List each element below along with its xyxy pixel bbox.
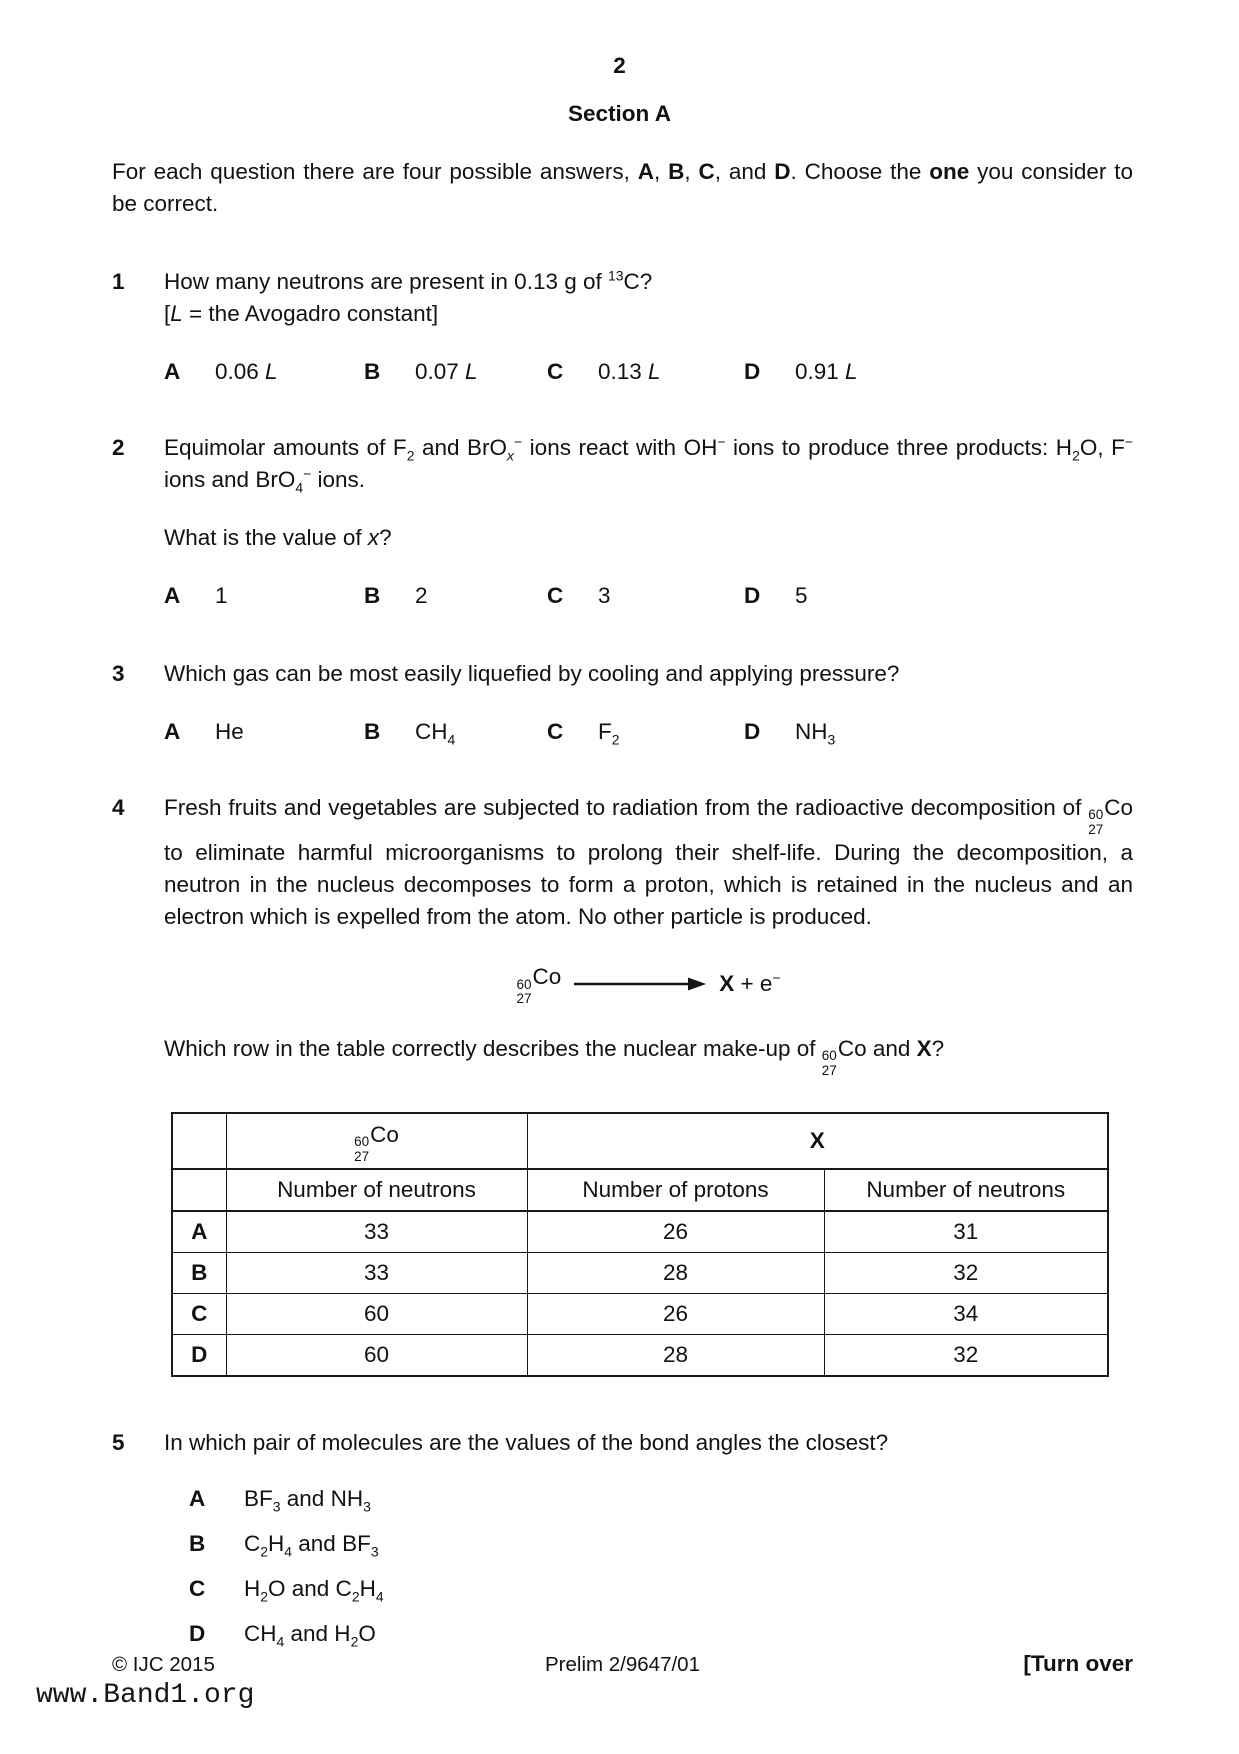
section-title: Section A: [568, 101, 671, 126]
cell-value: 28: [527, 1335, 824, 1377]
option-letter: C: [189, 1576, 206, 1602]
cell-value: 32: [824, 1335, 1108, 1377]
question-1-option-c: [547, 356, 744, 388]
question-5-option-d: [189, 1618, 1133, 1650]
question-3-option-a: [164, 716, 364, 748]
cell-value: 60: [226, 1335, 527, 1377]
question-5: [0, 1427, 1239, 1663]
nuclear-equation: [164, 961, 1133, 1006]
question-5-options: [164, 1483, 1133, 1650]
option-letter: B: [364, 359, 381, 384]
cell-value: 34: [824, 1294, 1108, 1335]
option-letter: A: [164, 583, 181, 608]
row-letter: B: [172, 1253, 226, 1294]
cell-value: 60: [226, 1294, 527, 1335]
option-value: $C_2H_4$ and $BF_3$: [244, 1531, 379, 1560]
nuclide-table: [171, 1112, 1109, 1377]
option-letter: D: [189, 1621, 206, 1647]
option-letter: D: [744, 719, 761, 744]
question-1-option-b: [364, 356, 547, 388]
page-footer: [112, 1648, 1133, 1681]
question-4-stem: Fresh fruits and vegetables are subjected to radiation from the radioactive decomposition of 60 27 Co to eliminate harmful microorganisms to prolong their shelf-life. During the decomposition, a neutron in the nucleus decomposes to form a proton, which is retained in the nucleus and an electron which is expelled from the atom. No other particle is produced.: [164, 795, 1133, 930]
option-letter: C: [547, 583, 564, 608]
option-value: 0.07 L: [415, 359, 478, 384]
row-letter: A: [172, 1211, 226, 1253]
table-row: [172, 1294, 1108, 1335]
option-value: $BF_3$ and $NH_3$: [244, 1486, 371, 1515]
equation-reactant: 60 27 Co: [516, 964, 562, 1007]
question-2-stem: Equimolar amounts of $F_2$ and BrO$_x$− ions react with OH− ions to produce three products: $H_2O$, F− ions and BrO$_4$− ions.: [164, 433, 1133, 496]
option-letter: C: [547, 719, 564, 744]
question-5-option-b: [189, 1528, 1133, 1560]
option-value: $H_2O$ and $C_2H_4$: [244, 1576, 384, 1605]
question-2-options: [164, 580, 1133, 612]
option-letter: B: [364, 583, 381, 608]
cell-value: 28: [527, 1253, 824, 1294]
table-row: [172, 1253, 1108, 1294]
question-1-options: [164, 356, 1133, 388]
table-row: [172, 1211, 1108, 1253]
option-letter: B: [364, 719, 381, 744]
question-1: [0, 266, 1239, 388]
option-letter: B: [189, 1531, 206, 1557]
table-empty-cell: [172, 1169, 226, 1211]
reaction-arrow-icon: [574, 976, 706, 992]
page-number: 2: [613, 53, 626, 78]
question-3-number: 3: [112, 661, 125, 686]
row-letter: C: [172, 1294, 226, 1335]
watermark-url: www.Band1.org: [36, 1680, 255, 1711]
option-letter: A: [164, 359, 181, 384]
table-subheader-row: [172, 1169, 1108, 1211]
cell-value: 31: [824, 1211, 1108, 1253]
question-1-option-d: [744, 356, 1133, 388]
option-letter: A: [164, 719, 181, 744]
question-4-substem: Which row in the table correctly describes the nuclear make-up of 60 27 Co and X?: [164, 1035, 945, 1078]
option-value: 2: [415, 583, 428, 608]
option-value: 0.06 L: [215, 359, 278, 384]
question-5-number: 5: [112, 1430, 125, 1456]
table-subheader: Number of neutrons: [824, 1169, 1108, 1211]
question-2-number: 2: [112, 435, 125, 460]
table-x-header: X: [527, 1113, 1108, 1169]
option-value: $CH_4$ and $H_2O$: [244, 1621, 376, 1650]
question-1-stem: How many neutrons are present in 0.13 g of $^{13}$C?: [164, 267, 653, 294]
table-co-header: 60 27 Co: [226, 1113, 527, 1169]
table-row: [172, 1335, 1108, 1377]
equation-products: X + e−: [719, 969, 781, 997]
cell-value: 33: [226, 1253, 527, 1294]
question-3-stem: Which gas can be most easily liquefied by cooling and applying pressure?: [164, 661, 900, 686]
question-2-option-a: [164, 580, 364, 612]
option-value: 3: [598, 583, 611, 608]
question-2: [0, 432, 1239, 612]
table-header-row: [172, 1113, 1108, 1169]
question-1-number: 1: [112, 269, 125, 294]
table-subheader: Number of neutrons: [226, 1169, 527, 1211]
question-2-option-b: [364, 580, 547, 612]
option-letter: D: [744, 583, 761, 608]
option-value: 0.91 L: [795, 359, 858, 384]
cell-value: 33: [226, 1211, 527, 1253]
question-1-option-a: [164, 356, 364, 388]
question-5-option-a: [189, 1483, 1133, 1515]
option-value: He: [215, 719, 244, 744]
option-letter: C: [547, 359, 564, 384]
option-value: $CH_4$: [415, 719, 456, 748]
question-1-note: [L = the Avogadro constant]: [164, 301, 439, 326]
question-5-option-c: [189, 1573, 1133, 1605]
option-value: $F_2$: [598, 719, 620, 748]
question-3-option-c: [547, 716, 744, 748]
question-5-stem: In which pair of molecules are the values of the bond angles the closest?: [164, 1430, 889, 1456]
document-reference: Prelim 2/9647/01: [545, 1653, 700, 1676]
question-2-option-c: [547, 580, 744, 612]
question-3: [0, 658, 1239, 748]
option-value: 5: [795, 583, 808, 608]
question-3-option-b: [364, 716, 547, 748]
copyright-text: © IJC 2015: [112, 1653, 215, 1676]
row-letter: D: [172, 1335, 226, 1377]
question-4-number: 4: [112, 795, 125, 820]
cell-value: 26: [527, 1294, 824, 1335]
option-value: 0.13 L: [598, 359, 661, 384]
question-3-options: [164, 716, 1133, 748]
cell-value: 26: [527, 1211, 824, 1253]
table-corner-cell: [172, 1113, 226, 1169]
turn-over-text: [Turn over: [1023, 1651, 1133, 1676]
option-value: 1: [215, 583, 228, 608]
question-4: [0, 792, 1239, 1377]
instructions: For each question there are four possible answers, A, B, C, and D. Choose the one you consider to be correct.: [112, 159, 1133, 216]
table-subheader: Number of protons: [527, 1169, 824, 1211]
question-2-substem: What is the value of x?: [164, 525, 392, 550]
option-value: $NH_3$: [795, 719, 836, 748]
question-2-option-d: [744, 580, 1133, 612]
option-letter: D: [744, 359, 761, 384]
question-3-option-d: [744, 716, 1133, 748]
cell-value: 32: [824, 1253, 1108, 1294]
option-letter: A: [189, 1486, 206, 1512]
